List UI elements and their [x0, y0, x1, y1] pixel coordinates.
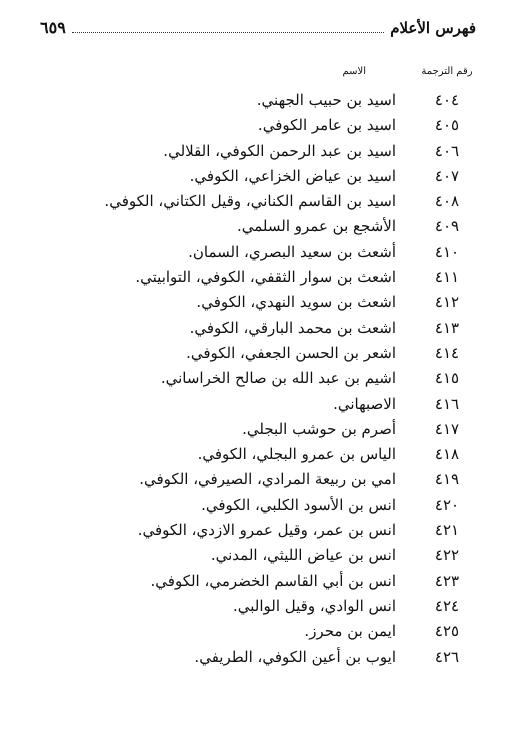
entry-name: الياس بن عمرو البجلي، الكوفي.: [197, 445, 396, 464]
entry-name: اشعر بن الحسن الجعفي، الكوفي.: [186, 343, 396, 362]
entry-name: اسيد بن عياض الخزاعي، الكوفي.: [189, 166, 396, 185]
entry-name: اسيد بن القاسم الكناني، وقيل الكتاني، الكوفي.: [104, 192, 396, 211]
entry-number: ٤٢١: [434, 521, 460, 540]
entry-number: ٤٠٨: [434, 192, 460, 211]
entry-name: انس بن الأسود الكلبي، الكوفي.: [201, 495, 396, 514]
running-header: [40, 18, 476, 42]
index-entry-row: [40, 467, 476, 492]
entry-name: انس بن عياض الليثي، المدني.: [210, 546, 396, 565]
number-column-header: رقم الترجمة: [421, 66, 473, 77]
entry-number: ٤١٣: [434, 318, 460, 337]
index-entry-row: [40, 543, 476, 568]
entry-number: ٤٢٥: [434, 622, 460, 641]
index-entry-row: [40, 392, 476, 417]
name-column-header: الاسم: [342, 66, 366, 77]
index-entry-row: [40, 214, 476, 239]
index-entry-row: [40, 569, 476, 594]
entry-name: أصرم بن حوشب البجلي.: [242, 419, 396, 438]
index-entry-row: [40, 265, 476, 290]
page-number: ٦٥٩: [40, 18, 66, 37]
entry-number: ٤١٦: [434, 394, 460, 413]
index-entry-row: [40, 240, 476, 265]
index-entry-row: [40, 189, 476, 214]
entry-name: انس الوادي، وقيل الوالبي.: [232, 596, 396, 615]
entry-number: ٤٢٠: [434, 495, 460, 514]
entry-name: أشعث بن سعيد البصري، السمان.: [188, 242, 396, 261]
entry-number: ٤٢٦: [434, 647, 460, 666]
header-title: فهرس الأعلام: [390, 19, 476, 37]
entry-number: ٤١١: [434, 268, 460, 287]
entry-number: ٤٠٤: [434, 91, 460, 109]
entry-name: الاصبهاني.: [333, 394, 396, 413]
entry-number: ٤٠٦: [434, 141, 460, 160]
entry-number: ٤١٩: [434, 470, 460, 489]
entry-number: ٤١٢: [434, 293, 460, 312]
entry-name: ايمن بن محرز.: [304, 622, 396, 641]
index-entry-row: [40, 113, 476, 138]
entry-name: انس بن عمر، وقيل عمرو الازدي، الكوفي.: [137, 521, 396, 540]
entry-name: اسيد بن عامر الكوفي.: [257, 116, 396, 135]
entry-number: ٤١٤: [434, 343, 460, 362]
entry-number: ٤٠٩: [434, 217, 460, 236]
entry-name: اشعث بن محمد البارقي، الكوفي.: [189, 318, 396, 337]
entry-name: انس بن أبي القاسم الخضرمي، الكوفي.: [150, 571, 396, 590]
index-entry-row: [40, 164, 476, 189]
entry-number: ٤٠٧: [434, 166, 460, 185]
header-leader-dots: [72, 20, 384, 33]
index-entries: [40, 88, 476, 670]
entry-name: اسيد بن عبد الرحمن الكوفي، القلالي.: [163, 141, 396, 160]
index-entry-row: [40, 366, 476, 391]
index-entry-row: [40, 442, 476, 467]
index-entry-row: [40, 518, 476, 543]
index-entry-row: [40, 417, 476, 442]
index-entry-row: [40, 645, 476, 670]
index-entry-row: [40, 594, 476, 619]
entry-number: ٤١٨: [434, 445, 460, 464]
entry-name: اشعث بن سويد النهدي، الكوفي.: [196, 293, 396, 312]
entry-number: ٤٢٤: [434, 596, 460, 615]
entry-name: اسيد بن حبيب الجهني.: [256, 91, 396, 109]
entry-number: ٤١٥: [434, 369, 460, 388]
index-entry-row: [40, 139, 476, 164]
entry-name: اشعث بن سوار الثقفي، الكوفي، التوابيتي.: [135, 268, 396, 287]
index-entry-row: [40, 290, 476, 315]
entry-name: اشيم بن عبد الله بن صالح الخراساني.: [160, 369, 396, 388]
entry-number: ٤٢٢: [434, 546, 460, 565]
index-entry-row: [40, 316, 476, 341]
entry-name: ايوب بن أعين الكوفي، الطريفي.: [194, 647, 396, 666]
column-headers: [40, 66, 476, 84]
index-entry-row: [40, 88, 476, 113]
index-entry-row: [40, 341, 476, 366]
entry-number: ٤٠٥: [434, 116, 460, 135]
entry-name: الأشجع بن عمرو السلمي.: [236, 217, 396, 236]
entry-number: ٤١٠: [434, 242, 460, 261]
entry-number: ٤٢٣: [434, 571, 460, 590]
index-entry-row: [40, 619, 476, 644]
entry-number: ٤١٧: [434, 419, 460, 438]
index-entry-row: [40, 493, 476, 518]
entry-name: امي بن ربيعة المرادي، الصيرفي، الكوفي.: [139, 470, 396, 489]
